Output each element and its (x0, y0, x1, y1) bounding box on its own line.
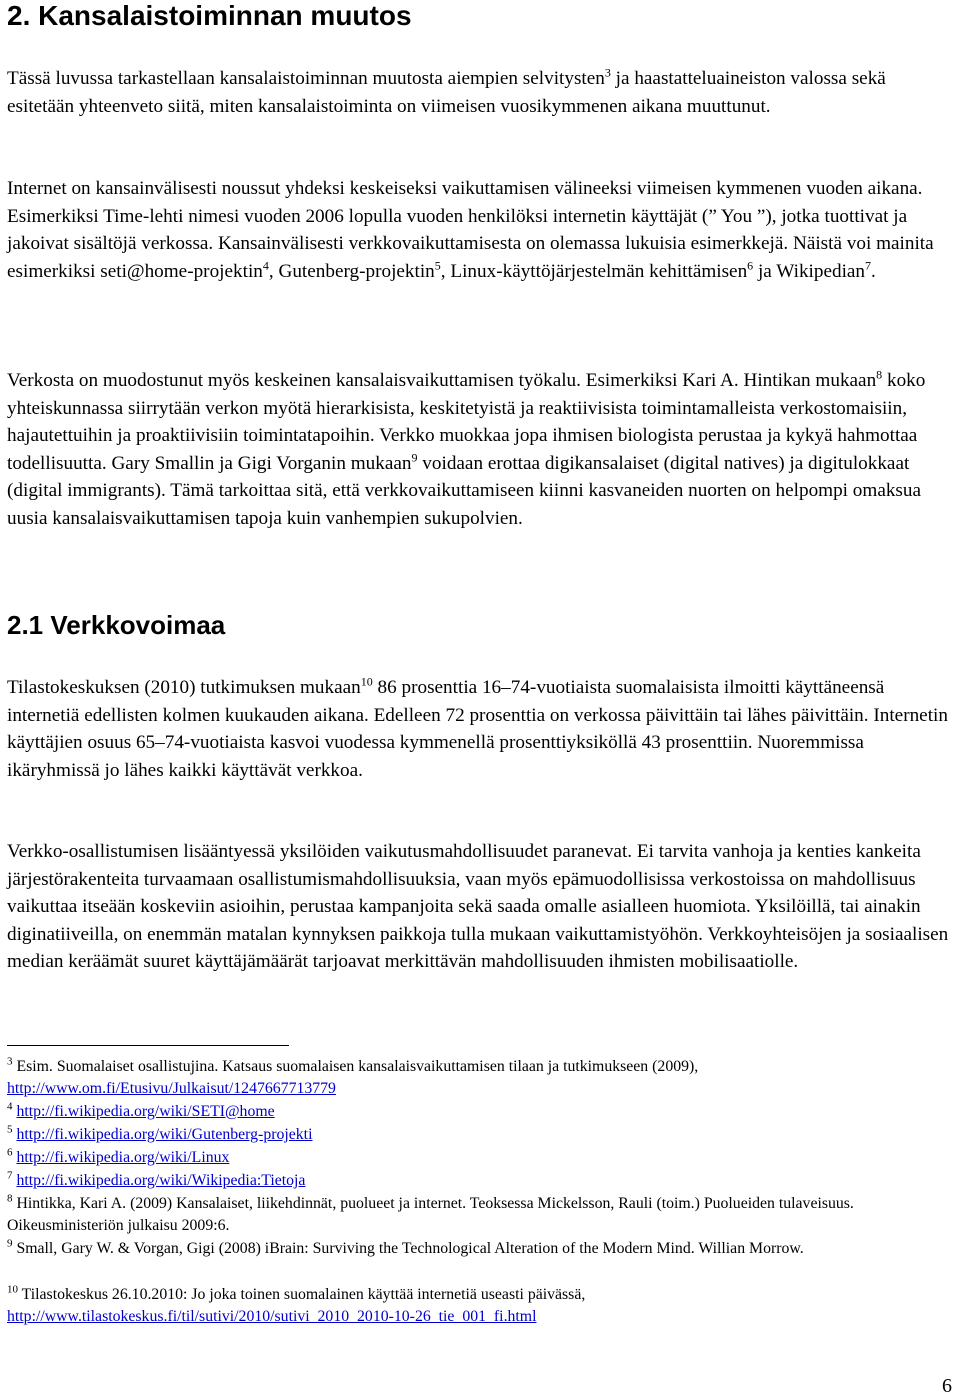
footnote-4 (7, 1101, 955, 1123)
footnote-number: 10 (7, 1283, 18, 1296)
footnote-text: Tilastokeskus 26.10.2010: Jo joka toinen suomalainen käyttää internetiä useasti päivässä, (18, 1286, 586, 1303)
footnote-ref-10[interactable]: 10 (360, 674, 373, 689)
text: Internet on kansainvälisesti noussut yhdeksi keskeiseksi vaikuttamisen välineeksi viimeisen kymmenen vuoden aikana. Esimerkiksi Time-lehti nimesi vuoden 2006 lopulla vuoden henkilöksi internetin käyttäjät (” You ”), jotka tuottivat ja jakoivat sisältöjä verkossa. Kansainvälisesti verkkovaikuttamisesta on olemassa lukuisia esimerkkejä. Näistä voi mainita esimerkiksi seti@home-projektin (7, 178, 934, 282)
footnote-4-link[interactable]: http://fi.wikipedia.org/wiki/SETI@home (16, 1103, 275, 1120)
section-paragraph-1 (7, 65, 955, 120)
text: koko yhteiskunnassa siirrytään verkon myötä hierarkisista, keskitetyistä ja reaktiivisista toimintamalleista verkostomaisiin, hajautettuihin ja proaktiivisiin toimintatapoihin. Verkko muokkaa jopa ihmisen biologista perustaa ja kykyä hahmottaa todellisuutta. Gary Smallin ja Gigi Vorganin mukaan (7, 370, 926, 474)
footnote-ref-5[interactable]: 5 (434, 258, 441, 273)
text: Verkosta on muodostunut myös keskeinen kansalaisvaikuttamisen työkalu. Esimerkiksi Kari A. Hintikan mukaan (7, 370, 877, 391)
footnote-text: Hintikka, Kari A. (2009) Kansalaiset, liikehdinnät, puolueet ja internet. Teoksessa Mickelsson, Rauli (toim.) Puolueiden tulaveisuus. Oikeusministeriön julkaisu 2009:6. (7, 1195, 854, 1235)
footnote-7-link[interactable]: http://fi.wikipedia.org/wiki/Wikipedia:Tietoja (16, 1172, 306, 1189)
footnote-5-link[interactable]: http://fi.wikipedia.org/wiki/Gutenberg-projekti (16, 1126, 313, 1143)
text: , Gutenberg-projektin (268, 260, 435, 282)
footnote-ref-6[interactable]: 6 (747, 258, 754, 273)
footnote-9 (7, 1238, 955, 1260)
section-heading: 2. Kansalaistoiminnan muutos (7, 0, 412, 31)
footnote-ref-7[interactable]: 7 (865, 258, 872, 273)
section-paragraph-2 (7, 175, 955, 285)
footnote-ref-9[interactable]: 9 (411, 450, 418, 465)
text: Tässä luvussa tarkastellaan kansalaistoiminnan muutosta aiempien selvitysten (7, 68, 605, 89)
subsection-paragraph-2: Verkko-osallistumisen lisääntyessä yksilöiden vaikutusmahdollisuudet paranevat. Ei tarvita vanhoja ja kenties kankeita järjestörakenteita turvaamaan osallistumismahdollisuuksia, vaan myös epämuodollisissa verkostoissa on mahdollisuus vaikuttaa itseään koskeviin asioihin, perustaa kampanjoita sekä saada omalle asialleen huomiota. Yksilöillä, tai ainakin diginatiiveilla, on enemmän matalan kynnyksen paikkoja tulla mukaan vaikuttamistyöhön. Verkkoyhteisöjen ja sosiaalisen median keräämät suuret käyttäjämäärät tarjoavat merkittävän mahdollisuuden ihmisten mobilisaatiolle. (7, 841, 949, 972)
text: 86 prosenttia 16–74-vuotiaista suomalaisista ilmoitti käyttäneensä internetiä edellisten kolmen kuukauden aikana. Edelleen 72 prosenttia on verkossa päivittäin tai lähes päivittäin. Internetin käyttäjien osuus 65–74-vuotiaista kasvoi vuodessa kymmenellä prosenttiyksiköllä 43 prosenttiin. Nuoremmissa ikäryhmissä jo lähes kaikki käyttävät verkkoa. (7, 677, 948, 781)
footnote-number: 9 (7, 1237, 13, 1250)
text: , Linux-käyttöjärjestelmän kehittämisen (440, 260, 748, 282)
footnote-10-link[interactable]: http://www.tilastokeskus.fi/til/sutivi/2010/sutivi_2010_2010-10-26_tie_001_fi.html (7, 1308, 537, 1326)
footnote-text: Esim. Suomalaiset osallistujina. Katsaus suomalaisen kansalaisvaikuttamisen tilaan ja tutkimukseen (2009), (12, 1058, 699, 1075)
subsection-heading: 2.1 Verkkovoimaa (7, 610, 226, 640)
footnote-number: 5 (7, 1123, 13, 1136)
footnote-10 (7, 1284, 955, 1328)
footnote-ref-8[interactable]: 8 (876, 367, 883, 382)
section-paragraph-3 (7, 367, 955, 532)
text: Tilastokeskuksen (2010) tutkimuksen mukaan (7, 677, 361, 698)
footnote-ref-4[interactable]: 4 (262, 258, 269, 273)
footnote-5 (7, 1124, 955, 1146)
text: voidaan erottaa digikansalaiset (digital natives) ja digitulokkaat (digital immigrants). Tämä tarkoittaa sitä, että verkkovaikuttamiseen kiinni kasvaneiden nuorten on helpompi omaksua uusia kansalaisvaikuttamisen tapoja kuin vanhempien sukupolvien. (7, 452, 922, 529)
footnote-number: 8 (7, 1192, 13, 1205)
subsection-paragraph-1 (7, 674, 955, 784)
footnote-3 (7, 1056, 955, 1100)
footnote-3-link[interactable]: http://www.om.fi/Etusivu/Julkaisut/1247667713779 (7, 1080, 336, 1098)
footnote-number: 3 (7, 1055, 13, 1068)
page-number: 6 (942, 1375, 952, 1397)
text: ja Wikipedian (753, 260, 866, 282)
footnote-8 (7, 1193, 955, 1237)
footnote-number: 6 (7, 1146, 13, 1159)
footnote-7 (7, 1170, 955, 1192)
text: . (871, 260, 876, 282)
footnote-6-link[interactable]: http://fi.wikipedia.org/wiki/Linux (16, 1149, 230, 1166)
footnote-ref-3[interactable]: 3 (604, 65, 611, 80)
footnote-number: 4 (7, 1100, 13, 1113)
footnote-text: Small, Gary W. & Vorgan, Gigi (2008) iBrain: Surviving the Technological Alteration of the Modern Mind. Willian Morrow. (12, 1240, 804, 1257)
footnote-separator (7, 1045, 289, 1046)
footnote-6 (7, 1147, 955, 1169)
text: ja haastatteluaineiston valossa sekä esitetään yhteenveto siitä, miten kansalaistoiminta on viimeisen vuosikymmenen aikana muuttunut. (7, 68, 886, 117)
footnote-number: 7 (7, 1169, 13, 1182)
